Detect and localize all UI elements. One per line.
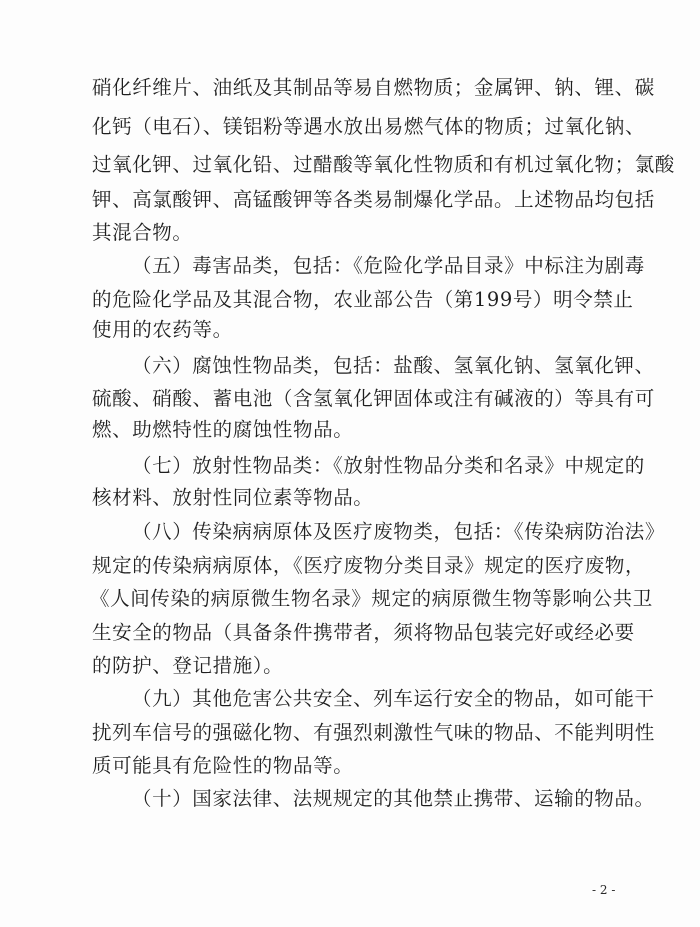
paragraph-heading-line: （五）毒害品类，包括：《危险化学品目录》中标注为剧毒 — [132, 254, 645, 277]
text-line: 使用的农药等。 — [92, 318, 233, 341]
text-line: 过氧化钾、过氧化铅、过醋酸等氧化性物质和有机过氧化物；氯酸 — [92, 153, 675, 176]
text-line: 《人间传染的病原微生物名录》规定的病原微生物等影响公共卫 — [90, 587, 653, 610]
text-line: 扰列车信号的强磁化物、有强烈刺激性气味的物品、不能判明性 — [92, 721, 655, 744]
text-line: 规定的传染病病原体，《医疗废物分类目录》规定的医疗废物， — [92, 554, 646, 577]
text-line: 质可能具有危险性的物品等。 — [92, 754, 354, 777]
text-line: 燃、助燃特性的腐蚀性物品。 — [92, 418, 354, 441]
paragraph-heading-line: （七）放射性物品类：《放射性物品分类和名录》中规定的 — [132, 454, 645, 477]
text-line: 化钙（电石）、镁铝粉等遇水放出易燃气体的物质；过氧化钠、 — [92, 115, 646, 138]
paragraph-heading-line: （六）腐蚀性物品类，包括：盐酸、氢氧化钠、氢氧化钾、 — [132, 354, 655, 377]
text-line: 核材料、放射性同位素等物品。 — [92, 486, 374, 509]
text-line: 生安全的物品（具备条件携带者，须将物品包装完好或经必要 — [92, 621, 635, 644]
page-number: - 2 - — [592, 883, 616, 897]
paragraph-heading-line: （八）传染病病原体及医疗废物类，包括：《传染病防治法》 — [132, 520, 665, 543]
text-line: 硝化纤维片、油纸及其制品等易自燃物质；金属钾、钠、锂、碳 — [92, 76, 655, 99]
text-line: 其混合物。 — [92, 221, 193, 244]
text-line: 的危险化学品及其混合物，农业部公告（第199号）明令禁止 — [92, 288, 634, 311]
text-line: 硫酸、硝酸、蓄电池（含氢氧化钾固体或注有碱液的）等具有可 — [92, 387, 655, 410]
text-line: 钾、高氯酸钾、高锰酸钾等各类易制爆化学品。上述物品均包括 — [92, 188, 655, 211]
text-line: 的防护、登记措施）。 — [92, 654, 284, 677]
paragraph-heading-line: （十）国家法律、法规规定的其他禁止携带、运输的物品。 — [132, 787, 655, 810]
paragraph-heading-line: （九）其他危害公共安全、列车运行安全的物品，如可能干 — [132, 687, 655, 710]
